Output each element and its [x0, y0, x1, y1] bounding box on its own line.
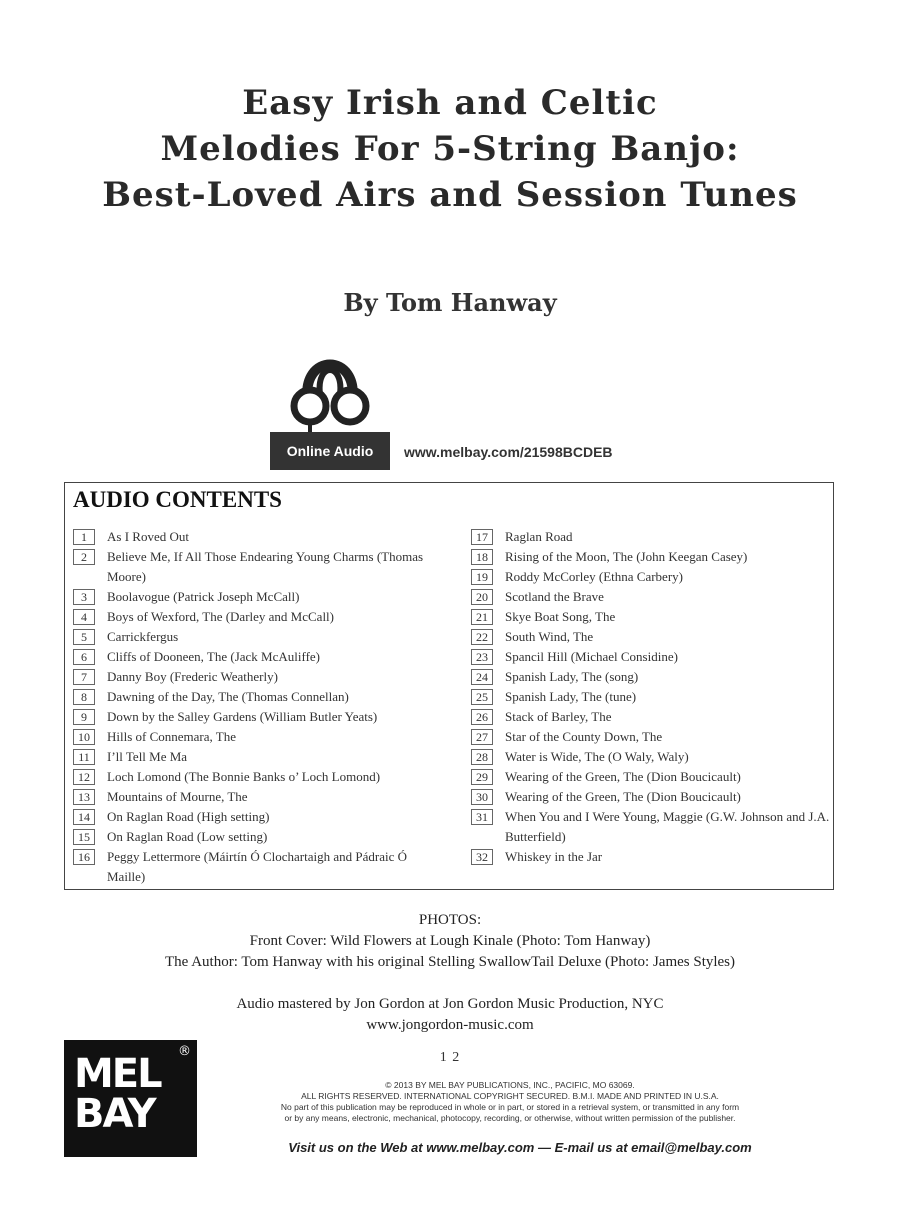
track-item	[73, 707, 443, 727]
track-item	[73, 627, 443, 647]
track-number: 1	[73, 529, 95, 545]
track-title: Whiskey in the Jar	[505, 849, 603, 864]
online-audio-label: Online Audio	[270, 432, 390, 470]
track-title: Believe Me, If All Those Endearing Young Charms (Thomas Moore)	[107, 549, 424, 584]
mel-bay-logo	[64, 1040, 197, 1157]
track-title: Water is Wide, The (O Waly, Waly)	[505, 749, 689, 764]
track-item	[471, 607, 841, 627]
track-title: Roddy McCorley (Ethna Carbery)	[505, 569, 683, 584]
registered-mark: ®	[178, 1044, 191, 1059]
track-item	[73, 527, 443, 547]
track-number: 26	[471, 709, 493, 725]
track-title: Mountains of Mourne, The	[107, 789, 248, 804]
track-title: On Raglan Road (Low setting)	[107, 829, 268, 844]
copyright-line-1: © 2013 BY MEL BAY PUBLICATIONS, INC., PACIFIC, MO 63069.	[385, 1080, 635, 1090]
track-title: Cliffs of Dooneen, The (Jack McAuliffe)	[107, 649, 321, 664]
track-number: 23	[471, 649, 493, 665]
page-numbers: 1 2	[439, 1050, 461, 1065]
track-item	[471, 567, 841, 587]
track-number: 22	[471, 629, 493, 645]
track-number: 20	[471, 589, 493, 605]
track-title: On Raglan Road (High setting)	[107, 809, 270, 824]
track-item	[73, 827, 443, 847]
track-item	[73, 547, 443, 587]
audio-credit-url[interactable]: www.jongordon-music.com	[366, 1017, 534, 1033]
track-number: 25	[471, 689, 493, 705]
track-number: 19	[471, 569, 493, 585]
track-item	[471, 627, 841, 647]
track-item	[73, 847, 443, 887]
track-title: Rising of the Moon, The (John Keegan Casey)	[505, 549, 748, 564]
track-title: Dawning of the Day, The (Thomas Connellan)	[107, 689, 349, 704]
track-item	[471, 847, 841, 867]
track-item	[73, 807, 443, 827]
track-number: 11	[73, 749, 95, 765]
photos-credits	[0, 910, 900, 973]
track-item	[73, 767, 443, 787]
audio-contents-box	[64, 482, 834, 890]
track-number: 18	[471, 549, 493, 565]
track-title: Skye Boat Song, The	[505, 609, 616, 624]
track-title: Spancil Hill (Michael Considine)	[505, 649, 678, 664]
track-number: 13	[73, 789, 95, 805]
track-number: 4	[73, 609, 95, 625]
track-item	[73, 607, 443, 627]
track-number: 8	[73, 689, 95, 705]
track-item	[471, 667, 841, 687]
title-line-3: Best-Loved Airs and Session Tunes	[102, 175, 798, 215]
photos-heading: PHOTOS:	[418, 912, 482, 928]
track-item	[73, 787, 443, 807]
track-title: Spanish Lady, The (tune)	[505, 689, 637, 704]
track-number: 15	[73, 829, 95, 845]
track-item	[73, 647, 443, 667]
title-line-1: Easy Irish and Celtic	[242, 83, 658, 123]
track-item	[471, 647, 841, 667]
track-number: 16	[73, 849, 95, 865]
audio-url[interactable]: www.melbay.com/21598BCDEB	[404, 444, 613, 460]
track-item	[471, 707, 841, 727]
track-title: I’ll Tell Me Ma	[107, 749, 188, 764]
track-number: 17	[471, 529, 493, 545]
track-title: As I Roved Out	[107, 529, 189, 544]
title-line-2: Melodies For 5-String Banjo:	[160, 129, 740, 169]
track-number: 29	[471, 769, 493, 785]
track-item	[471, 807, 841, 847]
track-item	[471, 687, 841, 707]
headphones-icon	[270, 332, 390, 432]
track-number: 5	[73, 629, 95, 645]
track-title: When You and I Were Young, Maggie (G.W. Johnson and J.A. Butterfield)	[505, 809, 830, 844]
track-item	[73, 727, 443, 747]
track-title: Carrickfergus	[107, 629, 179, 644]
track-number: 2	[73, 549, 95, 565]
audio-contents-heading: AUDIO CONTENTS	[73, 487, 282, 512]
track-item	[73, 747, 443, 767]
track-title: South Wind, The	[505, 629, 594, 644]
track-item	[471, 587, 841, 607]
author-byline: By Tom Hanway	[343, 288, 557, 317]
copyright-line-2: ALL RIGHTS RESERVED. INTERNATIONAL COPYRIGHT SECURED. B.M.I. MADE AND PRINTED IN U.S.A.	[301, 1091, 719, 1101]
track-title: Peggy Lettermore (Máirtín Ó Clochartaigh and Pádraic Ó Maille)	[107, 849, 407, 884]
track-title: Wearing of the Green, The (Dion Boucicault)	[505, 789, 741, 804]
track-number: 12	[73, 769, 95, 785]
track-number: 21	[471, 609, 493, 625]
track-number: 7	[73, 669, 95, 685]
track-item	[471, 747, 841, 767]
track-number: 14	[73, 809, 95, 825]
track-title: Stack of Barley, The	[505, 709, 612, 724]
track-title: Loch Lomond (The Bonnie Banks o’ Loch Lomond)	[107, 769, 381, 784]
track-title: Boys of Wexford, The (Darley and McCall)	[107, 609, 334, 624]
track-item	[471, 527, 841, 547]
track-item	[73, 687, 443, 707]
track-item	[73, 587, 443, 607]
track-number: 10	[73, 729, 95, 745]
web-contact-line[interactable]: Visit us on the Web at www.melbay.com — E-mail us at email@melbay.com	[288, 1140, 752, 1155]
photos-author: The Author: Tom Hanway with his original Stelling SwallowTail Deluxe (Photo: James Styles)	[164, 954, 736, 970]
audio-credit-line: Audio mastered by Jon Gordon at Jon Gordon Music Production, NYC	[236, 996, 664, 1012]
track-column-left	[73, 527, 443, 887]
track-number: 9	[73, 709, 95, 725]
track-title: Spanish Lady, The (song)	[505, 669, 639, 684]
logo-line-2: BAY	[74, 1091, 155, 1137]
track-number: 24	[471, 669, 493, 685]
copyright-line-3: No part of this publication may be reproduced in whole or in part, or stored in a retrieval system, or transmitted in any form	[280, 1102, 740, 1112]
track-item	[471, 767, 841, 787]
track-title: Down by the Salley Gardens (William Butler Yeats)	[107, 709, 378, 724]
track-item	[471, 547, 841, 567]
track-number: 3	[73, 589, 95, 605]
track-title: Raglan Road	[505, 529, 573, 544]
logo-line-1: MEL	[74, 1051, 161, 1097]
track-number: 28	[471, 749, 493, 765]
track-item	[471, 787, 841, 807]
track-number: 6	[73, 649, 95, 665]
track-item	[73, 667, 443, 687]
track-number: 30	[471, 789, 493, 805]
track-title: Scotland the Brave	[505, 589, 604, 604]
track-number: 27	[471, 729, 493, 745]
track-title: Star of the County Down, The	[505, 729, 663, 744]
copyright-notice	[230, 1080, 790, 1124]
track-title: Boolavogue (Patrick Joseph McCall)	[107, 589, 300, 604]
track-title: Wearing of the Green, The (Dion Boucicault)	[505, 769, 741, 784]
track-item	[471, 727, 841, 747]
track-title: Hills of Connemara, The	[107, 729, 237, 744]
photos-front-cover: Front Cover: Wild Flowers at Lough Kinale (Photo: Tom Hanway)	[249, 933, 651, 949]
track-title: Danny Boy (Frederic Weatherly)	[107, 669, 278, 684]
track-column-right	[471, 527, 841, 867]
online-audio-badge[interactable]	[270, 332, 390, 470]
audio-credits	[0, 994, 900, 1036]
track-number: 32	[471, 849, 493, 865]
track-number: 31	[471, 809, 493, 825]
copyright-line-4: or by any means, electronic, mechanical, photocopy, recording, or otherwise, without written permission of the publisher.	[284, 1113, 736, 1123]
